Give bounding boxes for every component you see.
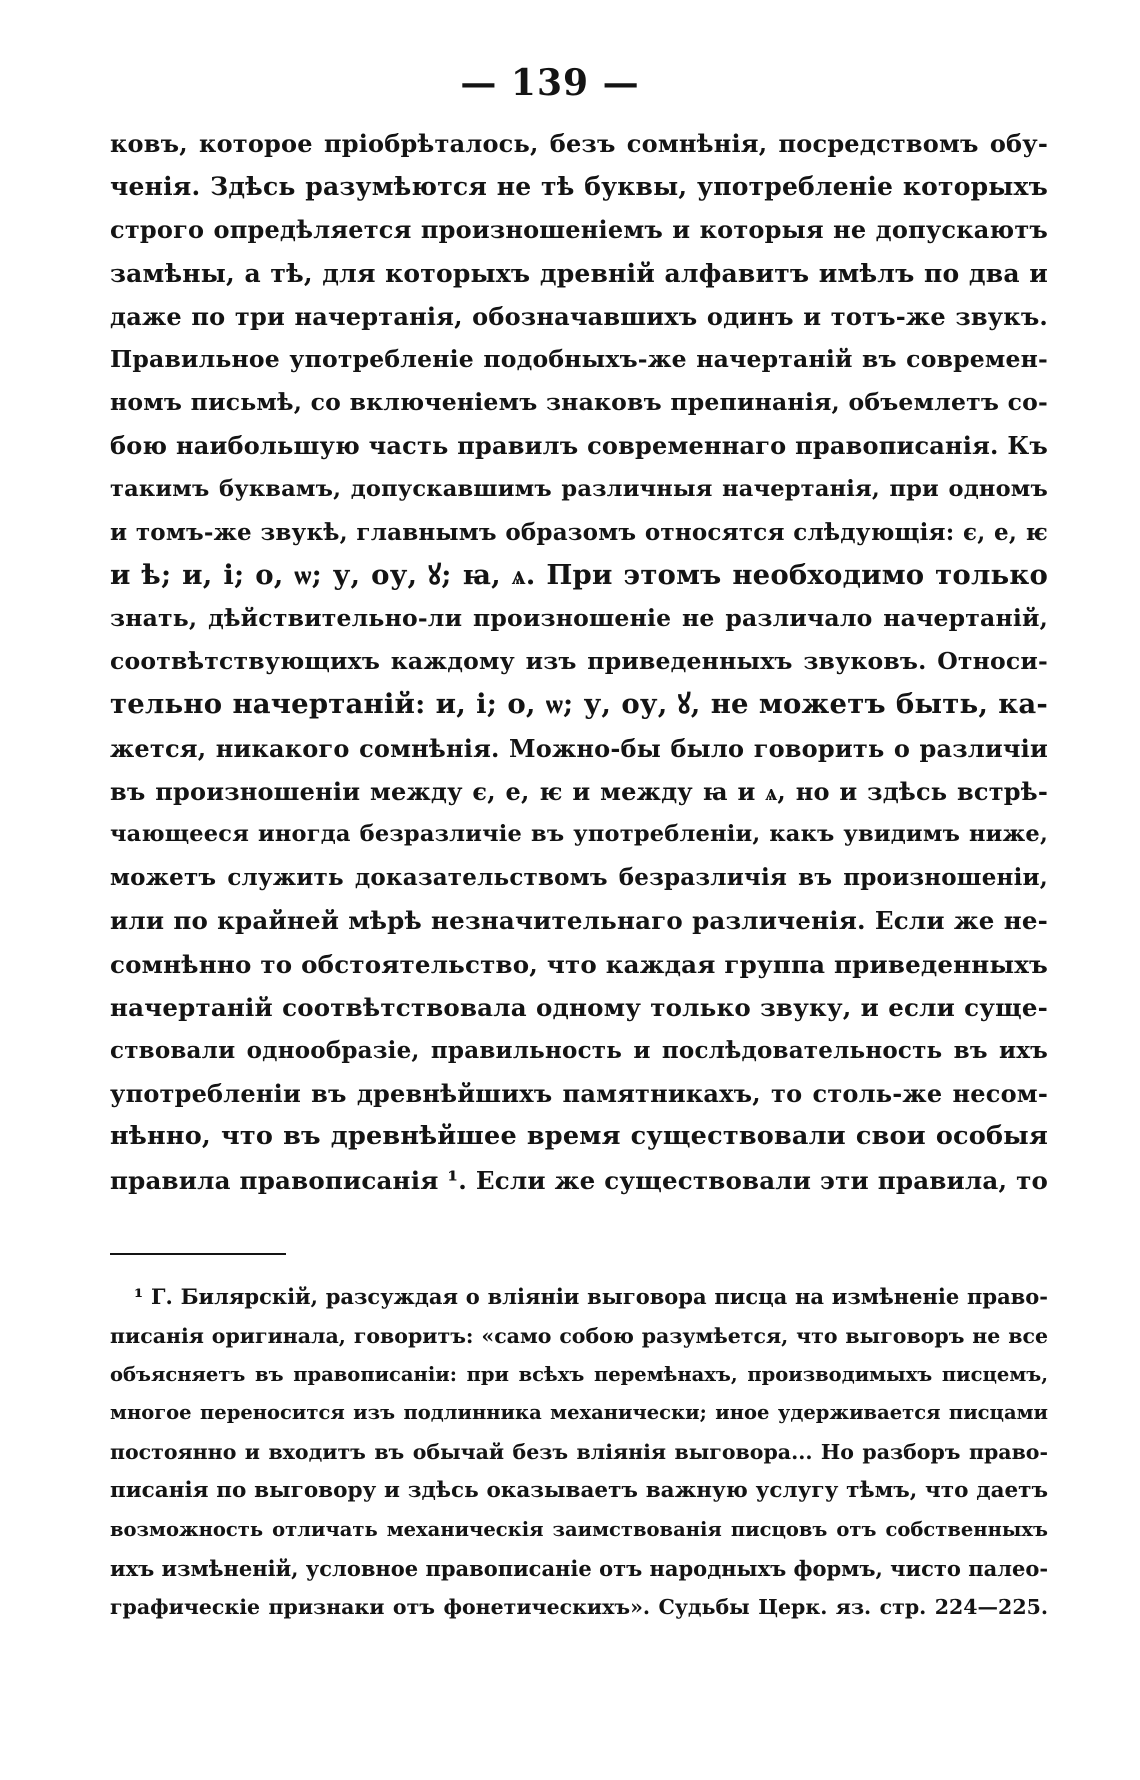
text-line: знать, дѣйствительно-ли произношеніе не различало начертаній,	[110, 604, 1048, 633]
footnote-line: писанія по выговору и здѣсь оказываетъ важную услугу тѣмъ, что даетъ	[110, 1477, 1048, 1503]
footnote-line: постоянно и входитъ въ обычай безъ вліянія выговора... Но разборъ право-	[110, 1440, 1048, 1465]
text-line: соотвѣтствующихъ каждому изъ приведенныхъ звуковъ. Относи-	[110, 647, 1048, 676]
footnote-divider	[110, 1253, 286, 1255]
footnote	[110, 1278, 1048, 1627]
main-text	[110, 122, 1048, 1202]
text-line: нѣнно, что въ древнѣйшее время существовали свои особыя	[110, 1121, 1048, 1152]
text-line: номъ письмѣ, со включеніемъ знаковъ препинанія, объемлетъ со-	[110, 388, 1048, 417]
text-line: такимъ буквамъ, допускавшимъ различныя начертанія, при одномъ	[110, 475, 1048, 502]
text-line: употребленіи въ древнѣйшихъ памятникахъ, то столь-же несом-	[110, 1079, 1048, 1109]
text-line: сомнѣнно то обстоятельство, что каждая группа приведенныхъ	[110, 949, 1048, 979]
text-line: бою наибольшую часть правилъ современнаго правописанія. Къ	[110, 431, 1048, 461]
footnote-line: возможность отличать механическія заимствованія писцовъ отъ собственныхъ	[110, 1517, 1048, 1541]
text-line: ковъ, которое пріобрѣталось, безъ сомнѣнія, посредствомъ обу-	[110, 129, 1048, 158]
text-line: чающееся иногда безразличіе въ употребленіи, какъ увидимъ ниже,	[110, 821, 1048, 847]
footnote-line: ¹ Г. Билярскій, разсуждая о вліяніи выговора писца на измѣненіе право-	[134, 1284, 1048, 1309]
footnote-line: объясняетъ въ правописаніи: при всѣхъ перемѣнахъ, производимыхъ писцемъ,	[110, 1362, 1048, 1386]
text-line: ствовали однообразіе, правильность и послѣдовательность въ ихъ	[110, 1036, 1048, 1064]
footnote-line: графическіе признаки отъ фонетическихъ». Судьбы Церк. яз. стр. 224—225.	[110, 1595, 1048, 1620]
text-line: и ѣ; и, і; о, ѡ; у, оу, ꙋ; ꙗ, ѧ. При этомъ необходимо только	[110, 558, 1048, 591]
footnote-line: ихъ измѣненій, условное правописаніе отъ народныхъ формъ, чисто палео-	[110, 1555, 1049, 1581]
footnote-line: многое переносится изъ подлинника механически; иное удерживается писцами	[110, 1401, 1048, 1425]
text-line: и томъ-же звукѣ, главнымъ образомъ относятся слѣдующія: є, е, ѥ	[110, 518, 1048, 546]
text-line: ченія. Здѣсь разумѣются не тѣ буквы, употребленіе которыхъ	[110, 172, 1048, 202]
text-line: начертаній соотвѣтствовала одному только звуку, и если суще-	[110, 992, 1048, 1022]
text-line: или по крайней мѣрѣ незначительнаго различенія. Если же не-	[110, 906, 1048, 936]
text-line: строго опредѣляется произношеніемъ и которыя не допускаютъ	[110, 215, 1048, 245]
text-line: даже по три начертанія, обозначавшихъ одинъ и тотъ-же звукъ.	[110, 301, 1048, 331]
text-line: можетъ служить доказательствомъ безразличія въ произношеніи,	[110, 864, 1048, 892]
text-line: тельно начертаній: и, і; о, ѡ; у, оу, ꙋ, не можетъ быть, ка-	[110, 688, 1048, 721]
text-line: правила правописанія ¹. Если же существовали эти правила, то	[110, 1165, 1048, 1195]
footnote-line: писанія оригинала, говоритъ: «само собою разумѣется, что выговоръ не все	[110, 1323, 1048, 1348]
page-number: — 139 —	[460, 62, 640, 104]
text-line: замѣны, а тѣ, для которыхъ древній алфавитъ имѣлъ по два и	[110, 258, 1048, 288]
text-line: Правильное употребленіе подобныхъ-же начертаній въ современ-	[110, 344, 1048, 373]
text-line: въ произношеніи между є, е, ѥ и между ꙗ и ѧ, но и здѣсь встрѣ-	[110, 776, 1048, 806]
text-line: жется, никакого сомнѣнія. Можно-бы было говорить о различіи	[110, 733, 1048, 763]
